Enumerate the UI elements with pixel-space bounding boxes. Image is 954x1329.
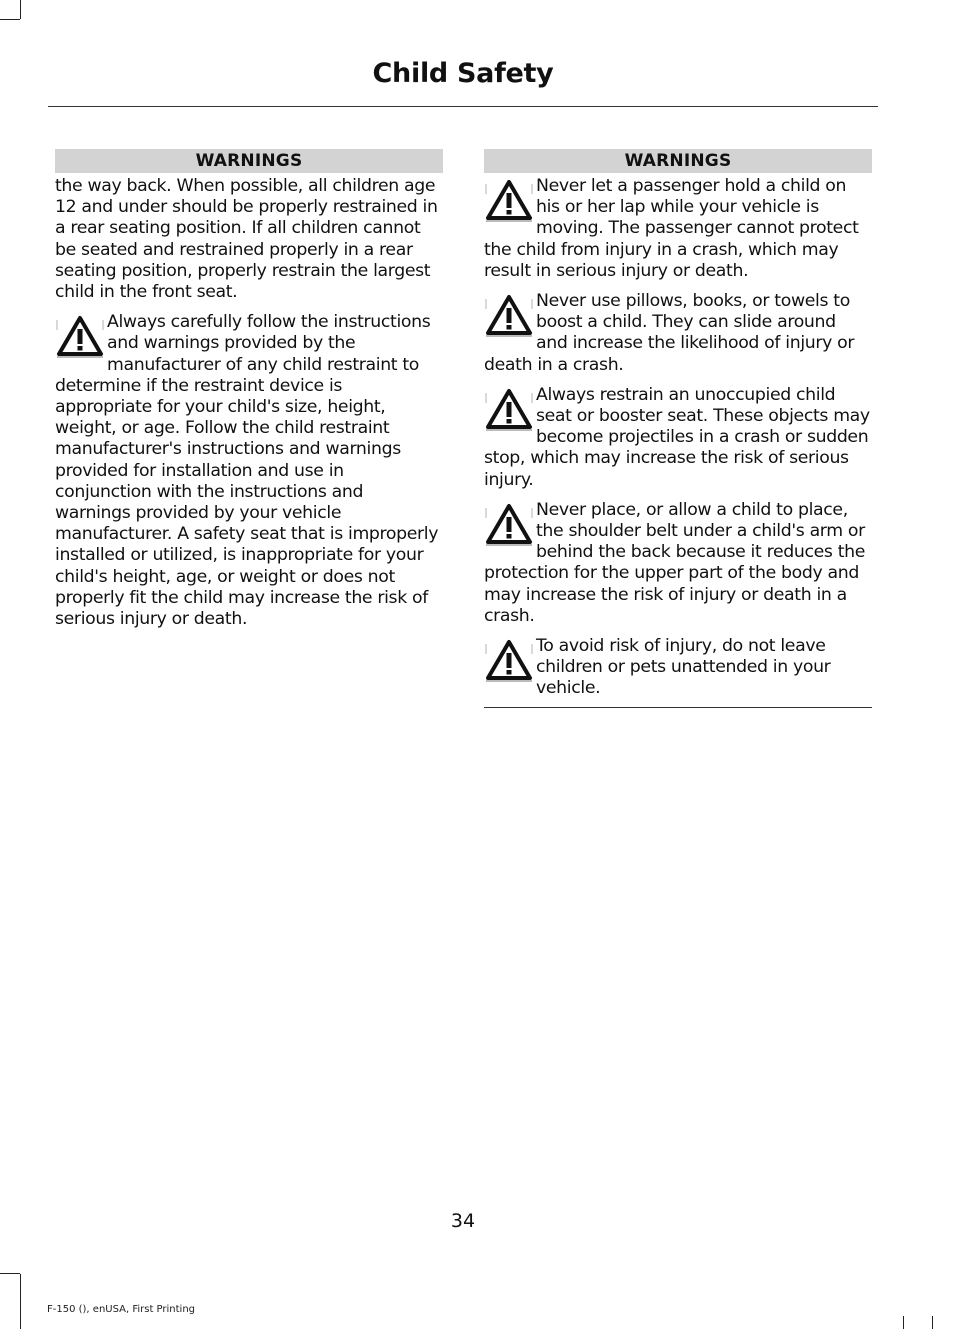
crop-mark (932, 1316, 933, 1329)
warning-item (484, 385, 872, 491)
title-divider (48, 106, 878, 107)
print-footer: F-150 (), enUSA, First Printing (47, 1304, 196, 1315)
warning-text: Never let a passenger hold a child on his or her lap while your vehicle is moving. The passenger cannot protect the child from injury in a crash, which may result in serious injury or death. (484, 176, 859, 281)
warning-item (55, 312, 443, 630)
warning-triangle-icon (484, 293, 536, 341)
warnings-header: WARNINGS (484, 149, 872, 173)
crop-mark (0, 19, 20, 20)
warning-triangle-icon (484, 502, 536, 550)
warning-text: Never use pillows, books, or towels to boost a child. They can slide around and increase the likelihood of injury or death in a crash. (484, 291, 855, 375)
right-column (484, 149, 872, 708)
warning-item (484, 636, 872, 700)
section-end-divider (484, 707, 872, 708)
left-column (55, 149, 443, 630)
warnings-header: WARNINGS (55, 149, 443, 173)
page-title: Child Safety (372, 58, 554, 89)
warning-text: Always carefully follow the instructions and warnings provided by the manufacturer of any child restraint to determine if the restraint device is appropriate for your child's size, height, weight, or age. Follow the child restraint manufacturer's instructions and warnings provided for installation and use in conjunction with the instructions and warnings provided by your vehicle manufacturer. A safety seat that is improperly installed or utilized, is inappropriate for your child's height, age, or weight or does not properly fit the child may increase the risk of serious injury or death. (55, 312, 439, 630)
warning-item (484, 291, 872, 376)
warning-triangle-icon (55, 314, 107, 362)
warning-item (484, 176, 872, 282)
crop-mark (20, 1274, 21, 1329)
crop-mark (20, 0, 21, 19)
warning-triangle-icon (484, 178, 536, 226)
warning-triangle-icon (484, 638, 536, 686)
intro-paragraph: the way back. When possible, all children age 12 and under should be properly restrained in a rear seating position. If all children cannot be seated and restrained properly in a rear seating position, properly restrain the largest child in the front seat. (55, 176, 438, 303)
warning-item (484, 500, 872, 627)
warning-text: Never place, or allow a child to place, the shoulder belt under a child's arm or behind the back because it reduces the protection for the upper part of the body and may increase the risk of injury or death in a crash. (484, 499, 866, 626)
crop-mark (0, 1273, 20, 1274)
crop-mark (903, 1316, 904, 1329)
warning-text: Always restrain an unoccupied child seat or booster seat. These objects may become projectiles in a crash or sudden stop, which may increase the risk of serious injury. (484, 384, 870, 490)
warning-text: To avoid risk of injury, do not leave children or pets unattended in your vehicle. (536, 636, 831, 699)
page-number: 34 (450, 1210, 476, 1232)
warning-triangle-icon (484, 387, 536, 435)
